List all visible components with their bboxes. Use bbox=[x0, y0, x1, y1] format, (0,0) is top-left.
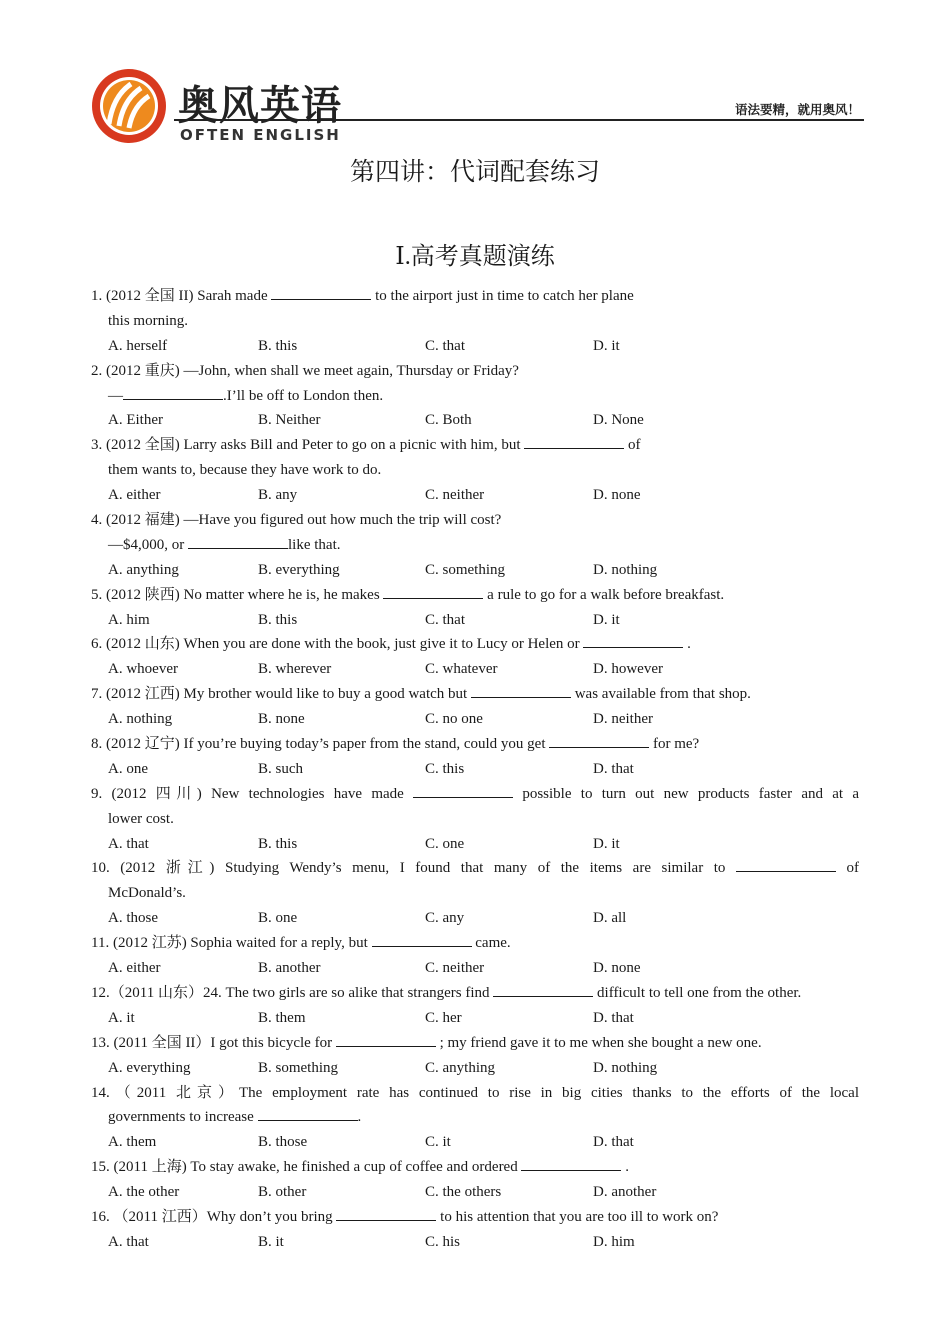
answer-option[interactable]: B. another bbox=[258, 960, 321, 977]
answer-option[interactable]: D. it bbox=[593, 835, 620, 852]
question-text: 12.（2011 山东）24. The two girls are so alike that strangers find bbox=[91, 984, 494, 1001]
answer-option[interactable]: A. those bbox=[108, 910, 158, 927]
answer-option[interactable]: B. something bbox=[258, 1059, 339, 1076]
question-text: governments to increase bbox=[108, 1109, 258, 1126]
question-item bbox=[91, 1205, 859, 1255]
answer-option[interactable]: D. it bbox=[593, 611, 620, 628]
answer-options bbox=[91, 1130, 859, 1155]
question-text: for me? bbox=[652, 736, 700, 753]
question-text: was available from that shop. bbox=[574, 686, 751, 703]
answer-option[interactable]: A. either bbox=[108, 960, 161, 977]
answer-option[interactable]: B. Neither bbox=[258, 412, 321, 429]
answer-option[interactable]: A. the other bbox=[108, 1184, 180, 1201]
question-text: 3. (2012 全国) Larry asks Bill and Peter to go on a picnic with him, but bbox=[91, 437, 525, 454]
question-continuation bbox=[91, 881, 859, 906]
question-text: 13. (2011 全国 II）I got this bicycle for bbox=[91, 1034, 336, 1051]
answer-options bbox=[91, 657, 859, 682]
answer-option[interactable]: D. none bbox=[593, 487, 641, 504]
question-item bbox=[91, 682, 859, 732]
question-stem bbox=[91, 1081, 859, 1106]
question-text: 7. (2012 江西) My brother would like to buy a good watch but bbox=[91, 686, 471, 703]
answer-option[interactable]: D. it bbox=[593, 337, 620, 354]
question-text: came. bbox=[475, 935, 511, 952]
answer-option[interactable]: C. any bbox=[425, 910, 465, 927]
answer-option[interactable]: D. nothing bbox=[593, 1059, 658, 1076]
answer-option[interactable]: C. anything bbox=[425, 1059, 495, 1076]
answer-option[interactable]: B. this bbox=[258, 337, 298, 354]
question-item bbox=[91, 632, 859, 682]
question-stem bbox=[91, 732, 859, 757]
question-stem bbox=[91, 508, 859, 533]
question-text: of bbox=[628, 437, 641, 454]
question-stem bbox=[91, 284, 859, 309]
answer-option[interactable]: C. that bbox=[425, 337, 465, 354]
page-title: 第四讲：代词配套练习 bbox=[349, 159, 600, 186]
answer-options bbox=[91, 956, 859, 981]
answer-options bbox=[91, 483, 859, 508]
question-continuation bbox=[91, 384, 859, 409]
question-text: 16. （2011 江西）Why don’t you bring bbox=[91, 1208, 337, 1225]
question-stem bbox=[91, 359, 859, 384]
answer-option[interactable]: D. that bbox=[593, 1009, 634, 1026]
answer-option[interactable]: C. the others bbox=[425, 1184, 502, 1201]
question-text: to his attention that you are too ill to work on? bbox=[440, 1208, 719, 1225]
header-divider bbox=[174, 119, 864, 121]
question-item bbox=[91, 981, 859, 1031]
answer-options bbox=[91, 558, 859, 583]
answer-option[interactable]: B. them bbox=[258, 1009, 306, 1026]
answer-option[interactable]: D. all bbox=[593, 910, 627, 927]
answer-options bbox=[91, 1180, 859, 1205]
answer-blank bbox=[336, 1206, 436, 1221]
question-text: 1. (2012 全国 II) Sarah made bbox=[91, 288, 272, 304]
answer-option[interactable]: B. this bbox=[258, 611, 298, 628]
question-text: ; my friend gave it to me when she bought a new one. bbox=[439, 1034, 762, 1051]
answer-option[interactable]: C. no one bbox=[425, 711, 483, 728]
answer-blank bbox=[258, 1106, 358, 1121]
answer-option[interactable]: C. his bbox=[425, 1233, 461, 1250]
question-stem bbox=[91, 931, 859, 956]
answer-blank bbox=[493, 982, 593, 997]
question-text: .I’ll be off to London then. bbox=[223, 387, 384, 404]
question-continuation bbox=[91, 533, 859, 558]
question-text: of bbox=[846, 860, 859, 877]
answer-option[interactable]: A. them bbox=[108, 1134, 157, 1151]
answer-option[interactable]: B. everything bbox=[258, 561, 340, 578]
question-text: 10. (2012 浙江) Studying Wendy’s menu, I found that many of the items are similar to bbox=[91, 860, 736, 877]
answer-option[interactable]: D. that bbox=[593, 1134, 634, 1151]
answer-option[interactable]: A. whoever bbox=[108, 661, 178, 678]
brand-chinese-name: 奥风英语 bbox=[178, 83, 342, 129]
answer-option[interactable]: A. nothing bbox=[108, 711, 173, 728]
question-continuation bbox=[91, 309, 859, 334]
question-text: this morning. bbox=[108, 312, 189, 329]
answer-option[interactable]: A. anything bbox=[108, 561, 179, 578]
answer-option[interactable]: C. neither bbox=[425, 960, 485, 977]
question-stem bbox=[91, 682, 859, 707]
question-stem bbox=[91, 1031, 859, 1056]
question-text: difficult to tell one from the other. bbox=[597, 984, 802, 1001]
answer-option[interactable]: D. nothing bbox=[593, 561, 658, 578]
answer-option[interactable]: C. it bbox=[425, 1134, 451, 1151]
question-text: possible to turn out new products faster and at a bbox=[522, 785, 859, 802]
answer-blank bbox=[413, 783, 513, 798]
answer-blank bbox=[736, 857, 836, 872]
question-text: —$4,000, or bbox=[108, 536, 188, 553]
question-item bbox=[91, 1155, 859, 1205]
answer-option[interactable]: C. her bbox=[425, 1009, 462, 1026]
question-text: to the airport just in time to catch her plane bbox=[375, 288, 634, 304]
answer-option[interactable]: A. it bbox=[108, 1009, 135, 1026]
question-stem bbox=[91, 1155, 859, 1180]
answer-options bbox=[91, 1230, 859, 1255]
answer-blank bbox=[271, 285, 371, 300]
answer-options bbox=[91, 707, 859, 732]
question-text: 2. (2012 重庆) —John, when shall we meet again, Thursday or Friday? bbox=[91, 362, 519, 379]
answer-option[interactable]: C. that bbox=[425, 611, 465, 628]
question-stem bbox=[91, 981, 859, 1006]
question-text: . bbox=[625, 1159, 629, 1176]
question-text: 14.（2011 北京）The employment rate has continued to rise in big cities thanks to the efforts of the local bbox=[91, 1084, 859, 1101]
answer-option[interactable]: B. this bbox=[258, 835, 298, 852]
answer-blank bbox=[471, 683, 571, 698]
answer-options bbox=[91, 334, 859, 359]
answer-option[interactable]: A. that bbox=[108, 835, 149, 852]
answer-option[interactable]: B. such bbox=[258, 760, 303, 777]
question-text: — bbox=[108, 387, 123, 404]
answer-options bbox=[91, 608, 859, 633]
answer-option[interactable]: D. none bbox=[593, 960, 641, 977]
question-stem bbox=[91, 433, 859, 458]
question-text: . bbox=[357, 1109, 362, 1126]
question-item bbox=[91, 508, 859, 583]
answer-blank bbox=[524, 434, 624, 449]
question-text: lower cost. bbox=[108, 810, 174, 827]
question-text: 9. (2012 四川) New technologies have made bbox=[91, 785, 414, 802]
answer-blank bbox=[383, 584, 483, 599]
question-stem bbox=[91, 782, 859, 807]
answer-options bbox=[91, 408, 859, 433]
answer-option[interactable]: D. None bbox=[593, 412, 644, 429]
question-item bbox=[91, 931, 859, 981]
question-item bbox=[91, 284, 859, 359]
question-text: like that. bbox=[288, 536, 341, 553]
question-item bbox=[91, 732, 859, 782]
answer-blank bbox=[372, 932, 472, 947]
question-text: 11. (2012 江苏) Sophia waited for a reply, but bbox=[91, 935, 372, 952]
answer-option[interactable]: A. Either bbox=[108, 412, 163, 429]
question-text: . bbox=[687, 636, 691, 653]
answer-option[interactable]: B. one bbox=[258, 910, 298, 927]
answer-option[interactable]: B. other bbox=[258, 1184, 307, 1201]
question-continuation bbox=[91, 458, 859, 483]
answer-option[interactable]: A. herself bbox=[108, 337, 168, 354]
slogan: 语法要精，就用奥风！ bbox=[734, 102, 860, 117]
section-heading: Ⅰ.高考真题演练 bbox=[395, 244, 555, 270]
answer-options bbox=[91, 1056, 859, 1081]
answer-blank bbox=[583, 633, 683, 648]
question-text: a rule to go for a walk before breakfast. bbox=[487, 586, 725, 603]
question-text: 8. (2012 辽宁) If you’re buying today’s paper from the stand, could you get bbox=[91, 736, 550, 753]
question-item bbox=[91, 1081, 859, 1156]
answer-option[interactable]: A. that bbox=[108, 1233, 149, 1250]
answer-option[interactable]: B. wherever bbox=[258, 661, 332, 678]
answer-option[interactable]: B. none bbox=[258, 711, 305, 728]
question-text: 5. (2012 陕西) No matter where he is, he makes bbox=[91, 586, 384, 603]
answer-blank bbox=[336, 1032, 436, 1047]
question-item bbox=[91, 433, 859, 508]
question-item bbox=[91, 782, 859, 857]
answer-option[interactable]: A. him bbox=[108, 611, 150, 628]
page-header bbox=[86, 62, 866, 148]
question-text: them wants to, because they have work to do. bbox=[108, 462, 382, 479]
answer-options bbox=[91, 1006, 859, 1031]
answer-option[interactable]: C. one bbox=[425, 835, 465, 852]
answer-option[interactable]: D. however bbox=[593, 661, 663, 678]
question-item bbox=[91, 856, 859, 931]
answer-option[interactable]: B. it bbox=[258, 1233, 284, 1250]
answer-option[interactable]: B. any bbox=[258, 487, 298, 504]
answer-options bbox=[91, 757, 859, 782]
answer-blank bbox=[521, 1156, 621, 1171]
question-text: 15. (2011 上海) To stay awake, he finished a cup of coffee and ordered bbox=[91, 1159, 522, 1176]
question-continuation bbox=[91, 1105, 859, 1130]
answer-option[interactable]: D. him bbox=[593, 1233, 635, 1250]
answer-option[interactable]: B. those bbox=[258, 1134, 308, 1151]
answer-blank bbox=[188, 534, 288, 549]
question-stem bbox=[91, 632, 859, 657]
question-stem bbox=[91, 583, 859, 608]
question-item bbox=[91, 1031, 859, 1081]
answer-option[interactable]: A. either bbox=[108, 487, 161, 504]
brand-english-name: OFTEN ENGLISH bbox=[180, 126, 341, 144]
answer-option[interactable]: C. this bbox=[425, 760, 465, 777]
answer-option[interactable]: C. Both bbox=[425, 412, 472, 429]
question-continuation bbox=[91, 807, 859, 832]
answer-blank bbox=[549, 733, 649, 748]
often-english-logo-icon bbox=[89, 66, 169, 146]
question-item bbox=[91, 359, 859, 434]
question-list bbox=[91, 284, 859, 1255]
answer-option[interactable]: A. one bbox=[108, 760, 148, 777]
answer-blank bbox=[123, 385, 223, 400]
question-stem bbox=[91, 1205, 859, 1230]
question-stem bbox=[91, 856, 859, 881]
question-text: McDonald’s. bbox=[108, 885, 186, 902]
answer-option[interactable]: C. neither bbox=[425, 487, 485, 504]
answer-option[interactable]: D. another bbox=[593, 1184, 657, 1201]
answer-option[interactable]: D. neither bbox=[593, 711, 653, 728]
answer-option[interactable]: C. whatever bbox=[425, 661, 498, 678]
answer-option[interactable]: C. something bbox=[425, 561, 506, 578]
answer-option[interactable]: A. everything bbox=[108, 1059, 191, 1076]
answer-options bbox=[91, 832, 859, 857]
answer-option[interactable]: D. that bbox=[593, 760, 634, 777]
answer-options bbox=[91, 906, 859, 931]
question-item bbox=[91, 583, 859, 633]
question-text: 4. (2012 福建) —Have you figured out how much the trip will cost? bbox=[91, 512, 502, 529]
question-text: 6. (2012 山东) When you are done with the book, just give it to Lucy or Helen or bbox=[91, 636, 584, 653]
